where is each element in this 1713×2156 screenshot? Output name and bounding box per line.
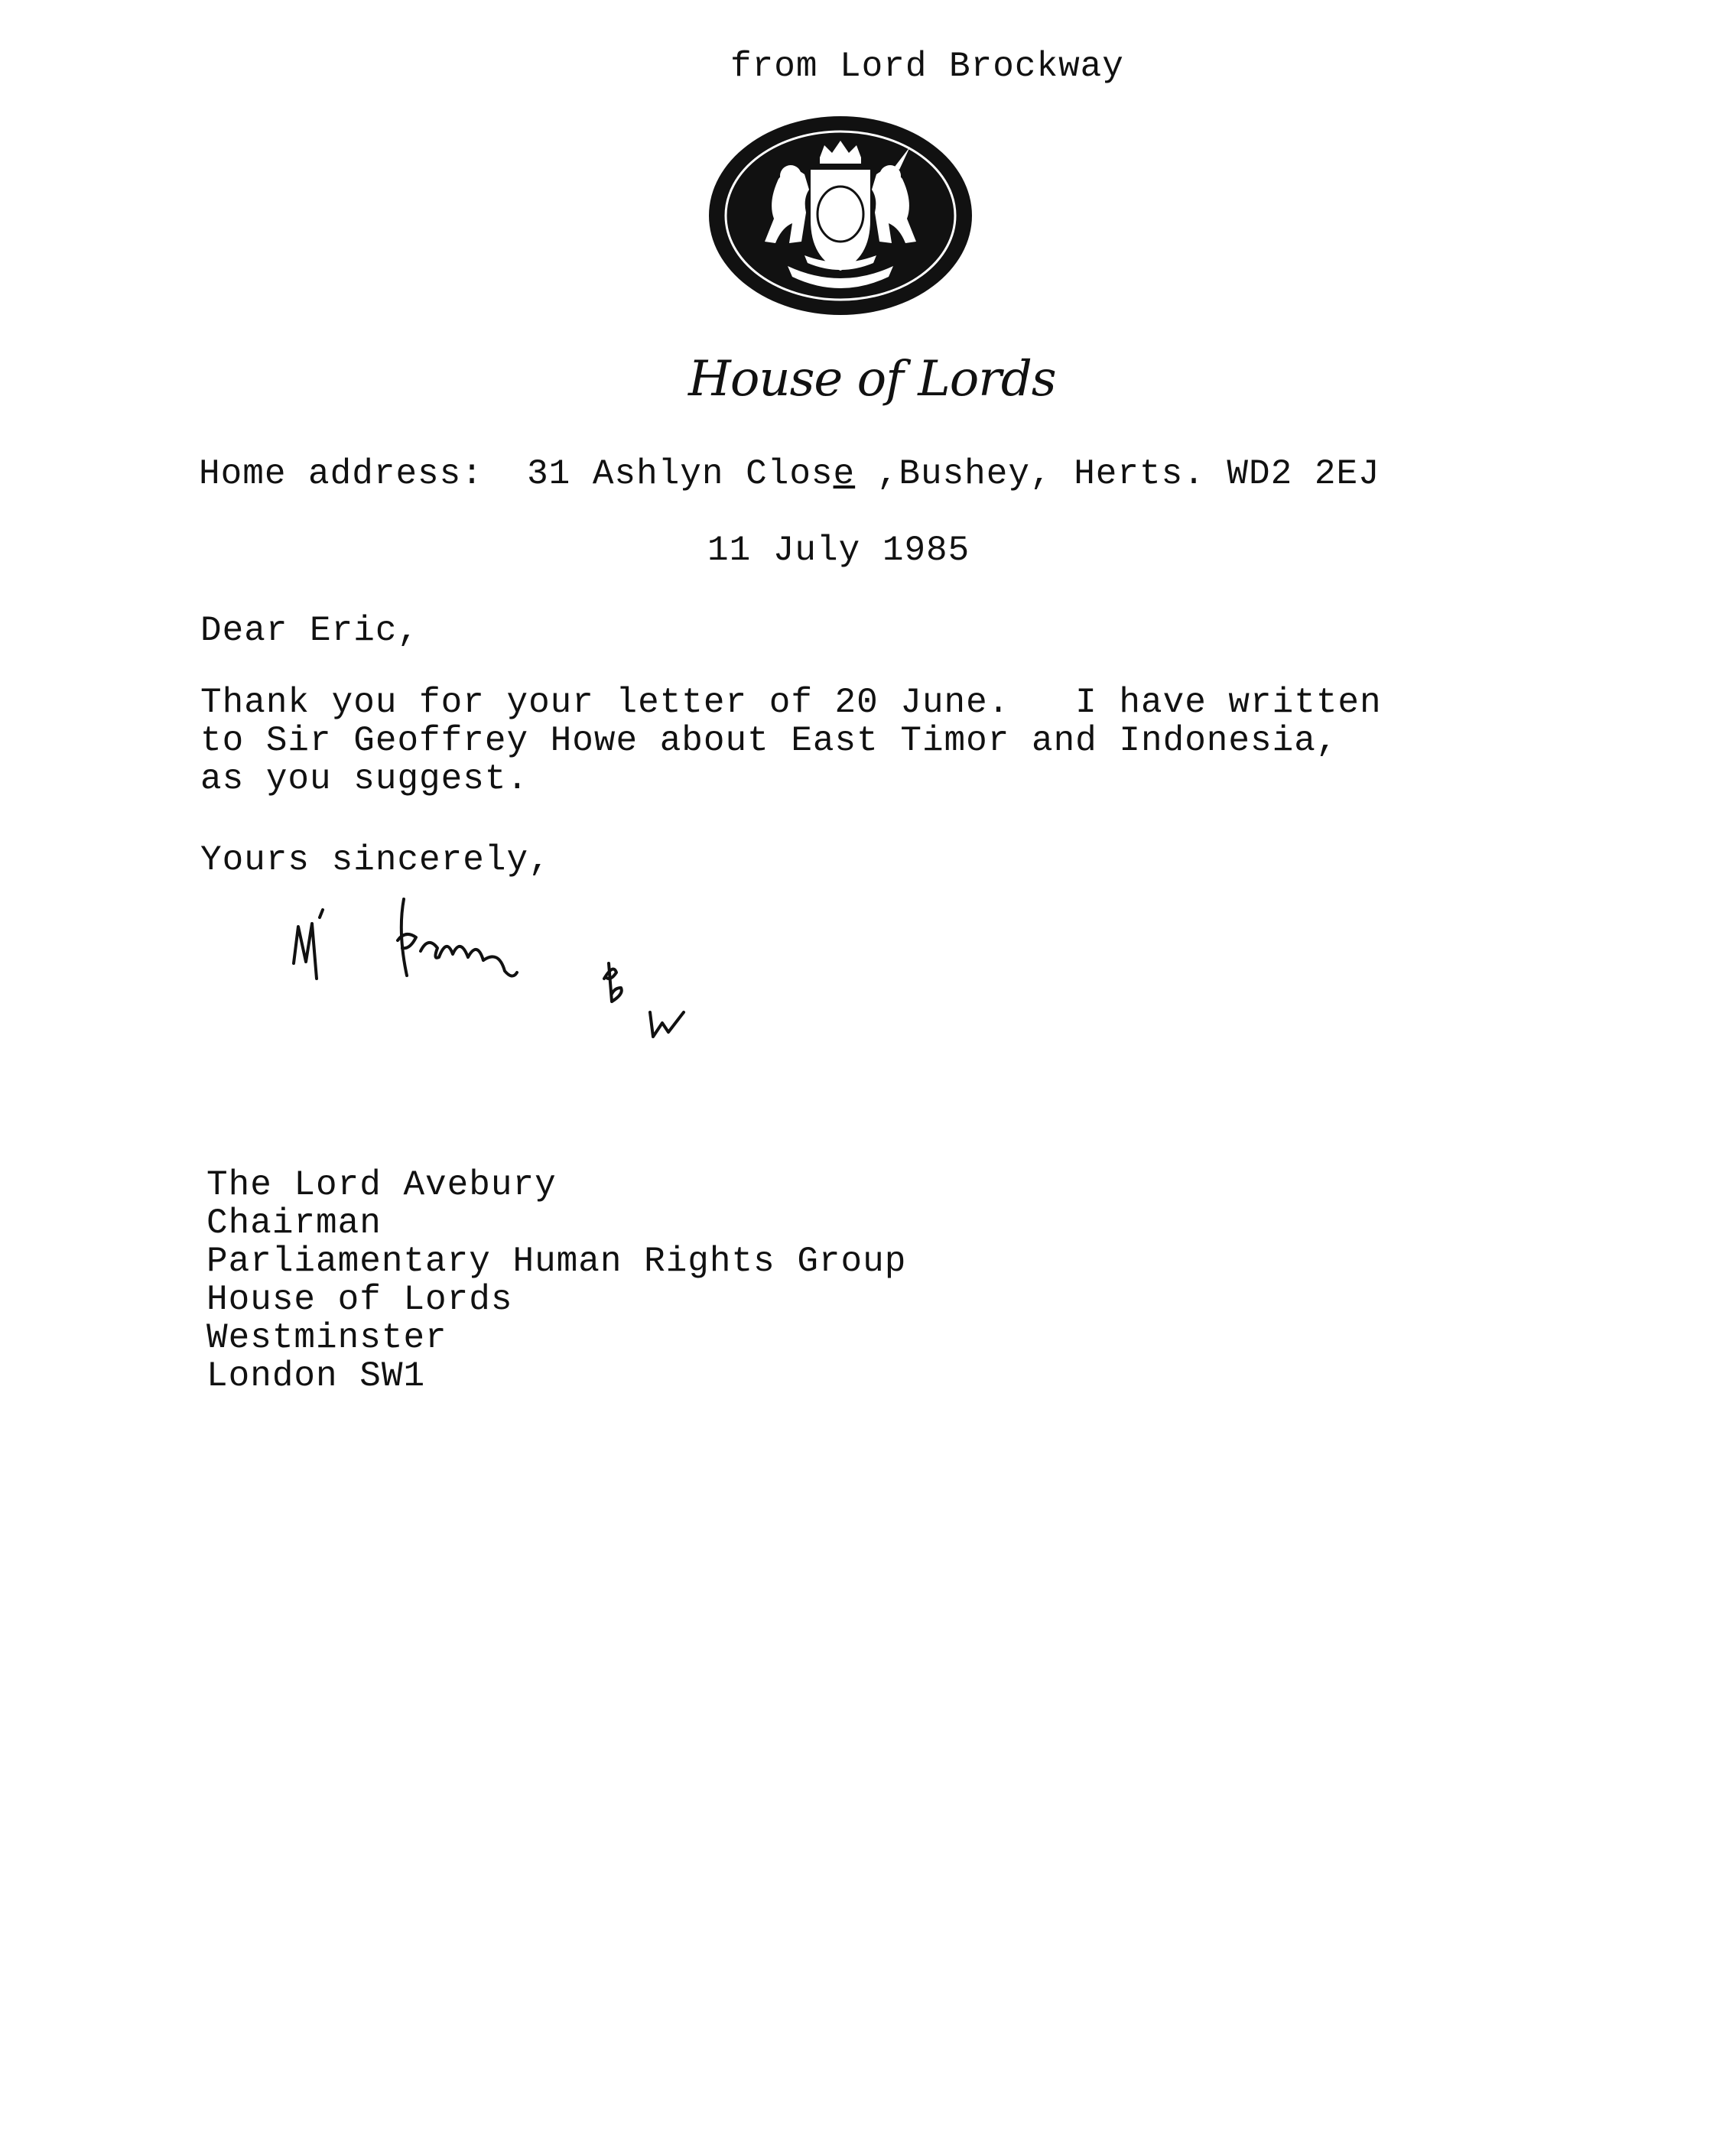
recipient-address <box>206 1166 906 1395</box>
recipient-line: The Lord Avebury <box>206 1165 557 1205</box>
body-line: Thank you for your letter of 20 June. I have written <box>200 683 1382 722</box>
home-address <box>199 455 1380 493</box>
salutation: Dear Eric, <box>200 611 420 651</box>
from-line: from Lord Brockway <box>730 47 1124 86</box>
body-paragraph <box>200 683 1382 798</box>
body-line: to Sir Geoffrey Howe about East Timor and Indonesia, <box>200 721 1338 761</box>
body-line: as you suggest. <box>200 759 529 799</box>
recipient-line: Westminster <box>206 1318 447 1358</box>
closing: Yours sincerely, <box>200 840 551 880</box>
letter-date: 11 July 1985 <box>707 531 970 570</box>
recipient-line: Chairman <box>206 1203 382 1243</box>
home-address-street-underlined: e <box>833 454 856 494</box>
home-address-label: Home address: <box>199 454 483 494</box>
home-address-street: 31 Ashlyn Clos <box>527 454 834 494</box>
home-address-town: ,Bushey, Herts. WD2 2EJ <box>855 454 1380 494</box>
royal-coat-of-arms-icon <box>705 113 976 318</box>
recipient-line: House of Lords <box>206 1280 513 1320</box>
recipient-line: London SW1 <box>206 1356 426 1396</box>
letterhead-title: House of Lords <box>688 351 1056 407</box>
recipient-line: Parliamentary Human Rights Group <box>206 1242 907 1281</box>
handwritten-signature <box>275 887 704 1040</box>
